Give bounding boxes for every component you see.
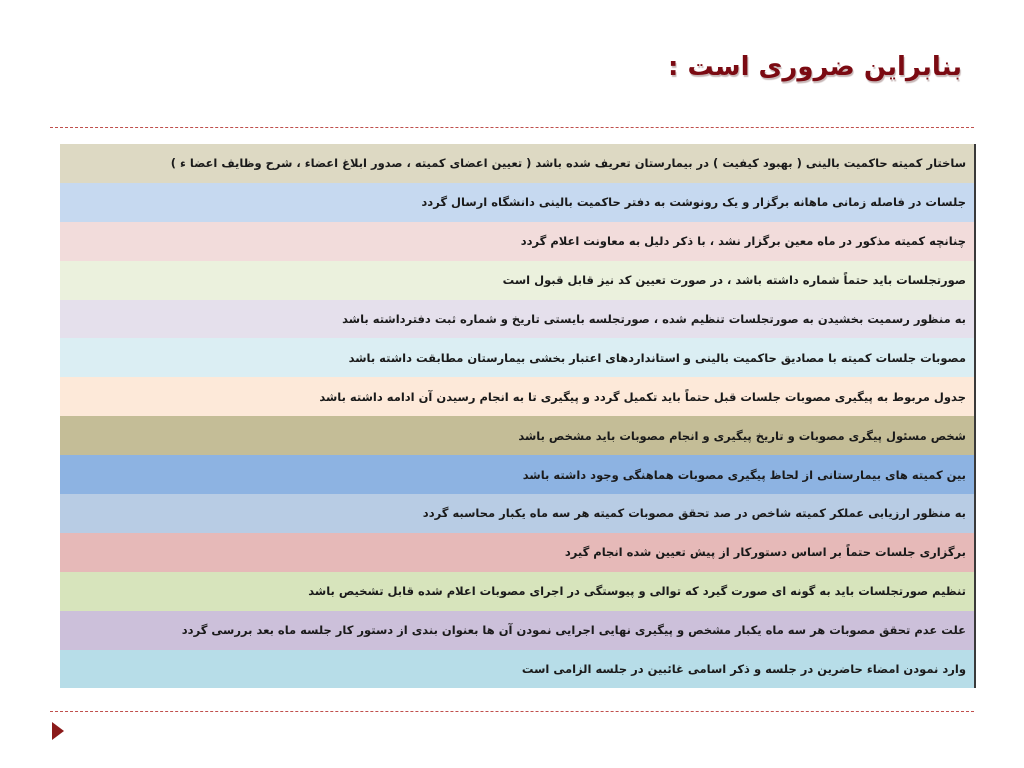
table-row — [60, 300, 974, 339]
row-text: صورتجلسات باید حتماً شماره داشته باشد ، در صورت تعیین کد نیز قابل قبول است — [502, 273, 966, 288]
table-row — [60, 533, 974, 572]
table-row — [60, 183, 974, 222]
row-text: جلسات در فاصله زمانی ماهانه برگزار و یک رونوشت به دفتر حاکمیت بالینی دانشگاه ارسال گردد — [421, 195, 966, 210]
requirements-table — [60, 144, 976, 688]
row-text: به منظور ارزیابی عملکر کمیته شاخص در صد تحقق مصوبات کمیته هر سه ماه یکبار محاسبه گردد — [422, 506, 966, 521]
table-row — [60, 144, 974, 183]
row-text: علت عدم تحقق مصوبات هر سه ماه یکبار مشخص و پیگیری نهایی اجرایی نمودن آن ها بعنوان بندی از دستور کار جلسه ماه بعد بررسی گردد — [181, 623, 966, 638]
bottom-divider — [50, 711, 974, 712]
row-text: برگزاری جلسات حتماً بر اساس دستورکار از پیش تعیین شده انجام گیرد — [564, 545, 966, 560]
table-row — [60, 338, 974, 377]
row-text: شخص مسئول پیگری مصوبات و تاریخ پیگیری و انجام مصوبات باید مشخص باشد — [518, 428, 966, 443]
row-text: بین کمیته های بیمارستانی از لحاظ پیگیری مصوبات هماهنگی وجود داشته باشد — [522, 467, 966, 482]
triangle-right-icon[interactable] — [52, 722, 64, 740]
table-row — [60, 611, 974, 650]
table-row — [60, 650, 974, 689]
row-text: چنانچه کمیته مذکور در ماه معین برگزار نشد ، با ذکر دلیل به معاونت اعلام گردد — [520, 234, 966, 249]
table-row — [60, 572, 974, 611]
table-row — [60, 416, 974, 455]
row-text: جدول مربوط به پیگیری مصوبات جلسات قبل حتماً باید تکمیل گردد و پیگیری تا به انجام رسیدن آن ادامه داشته باشد — [319, 389, 966, 404]
table-row — [60, 377, 974, 416]
top-divider — [50, 127, 974, 128]
slide-title: بنابراین ضروری است : — [668, 52, 962, 82]
row-text: به منظور رسمیت بخشیدن به صورتجلسات تنظیم شده ، صورتجلسه بایستی تاریخ و شماره ثبت دفترداشته باشد — [342, 312, 966, 326]
row-text: تنظیم صورتجلسات باید به گونه ای صورت گیرد که توالی و پیوستگی در اجرای مصوبات اعلام شده قابل تشخیص باشد — [308, 584, 966, 599]
table-row — [60, 494, 974, 533]
row-text: مصوبات جلسات کمیته با مصادیق حاکمیت بالینی و استانداردهای اعتبار بخشی بیمارستان مطابقت داشته باشد — [348, 350, 966, 365]
table-row — [60, 222, 974, 261]
row-text: وارد نمودن امضاء حاضرین در جلسه و ذکر اسامی غائبین در جلسه الزامی است — [521, 662, 966, 677]
table-row — [60, 261, 974, 300]
row-text: ساختار کمیته حاکمیت بالینی ( بهبود کیفیت ) در بیمارستان تعریف شده باشد ( تعیین اعضای کمیته ، صدور ابلاغ اعضاء ، شرح وظایف اعضا ء ) — [170, 156, 966, 171]
table-row — [60, 455, 974, 494]
